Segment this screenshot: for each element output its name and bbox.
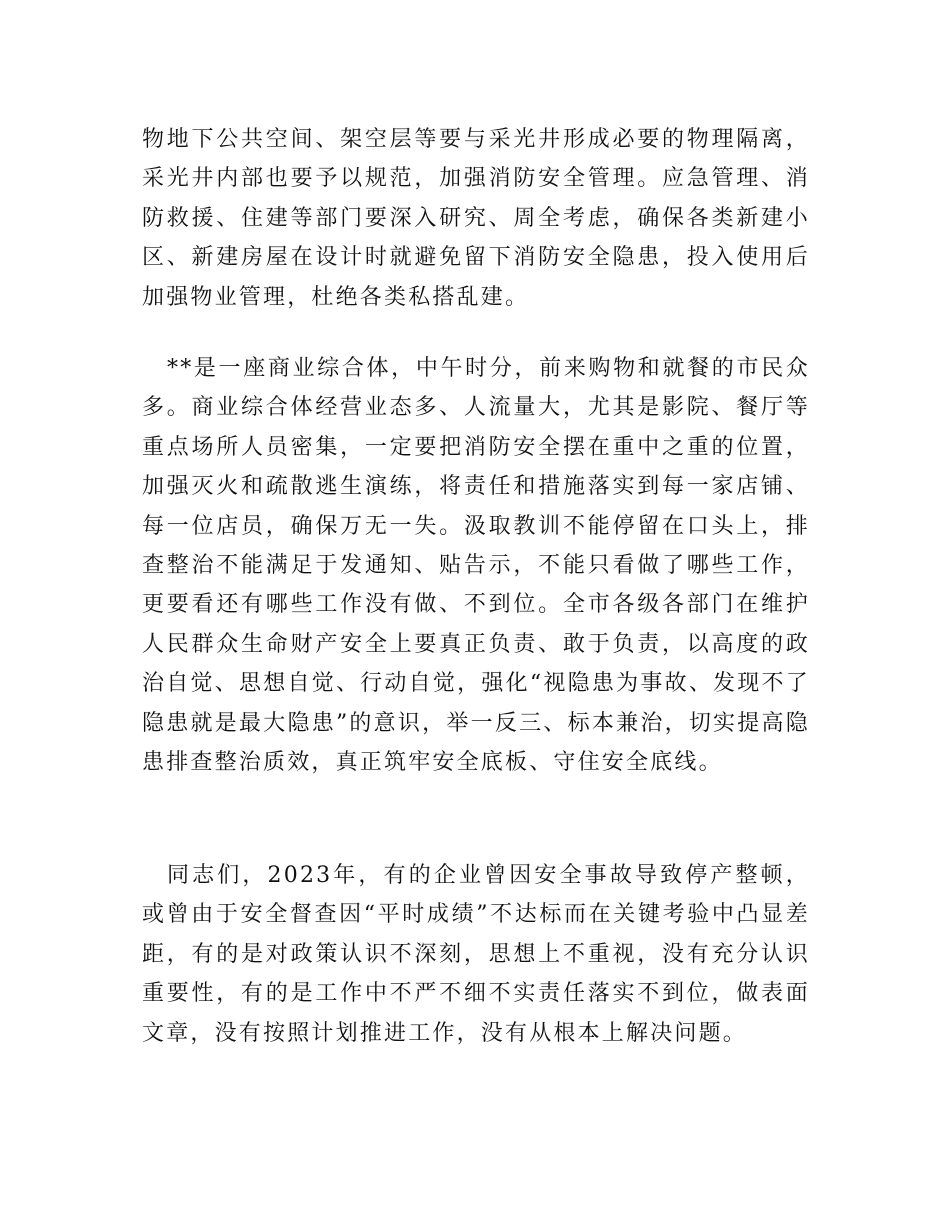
paragraph-text: 同志们，2023年，有的企业曾因安全事故导致停产整顿，或曾由于安全督查因“平时成绩”不达标而在关键考验中凸显差距，有的是对政策认识不深刻，思想上不重视，没有充分认识重要性，有的是工作中不严不细不实责任落实不到位，做表面文章，没有按照计划推进工作，没有从根本上解决问题。	[142, 863, 810, 1046]
paragraph-1	[142, 120, 810, 317]
paragraph-text: 物地下公共空间、架空层等要与采光井形成必要的物理隔离，采光井内部也要予以规范，加强消防安全管理。应急管理、消防救援、住建等部门要深入研究、周全考虑，确保各类新建小区、新建房屋在设计时就避免留下消防安全隐患，投入使用后加强物业管理，杜绝各类私搭乱建。	[142, 127, 810, 310]
paragraph-3	[142, 856, 810, 1053]
paragraph-2	[142, 349, 810, 782]
paragraph-text: **是一座商业综合体，中午时分，前来购物和就餐的市民众多。商业综合体经营业态多、人流量大，尤其是影院、餐厅等重点场所人员密集，一定要把消防安全摆在重中之重的位置，加强灭火和疏散逃生演练，将责任和措施落实到每一家店铺、每一位店员，确保万无一失。汲取教训不能停留在口头上，排查整治不能满足于发通知、贴告示，不能只看做了哪些工作，更要看还有哪些工作没有做、不到位。全市各级各部门在维护人民群众生命财产安全上要真正负责、敢于负责，以高度的政治自觉、思想自觉、行动自觉，强化“视隐患为事故、发现不了隐患就是最大隐患”的意识，举一反三、标本兼治，切实提高隐患排查整治质效，真正筑牢安全底板、守住安全底线。	[142, 356, 810, 776]
